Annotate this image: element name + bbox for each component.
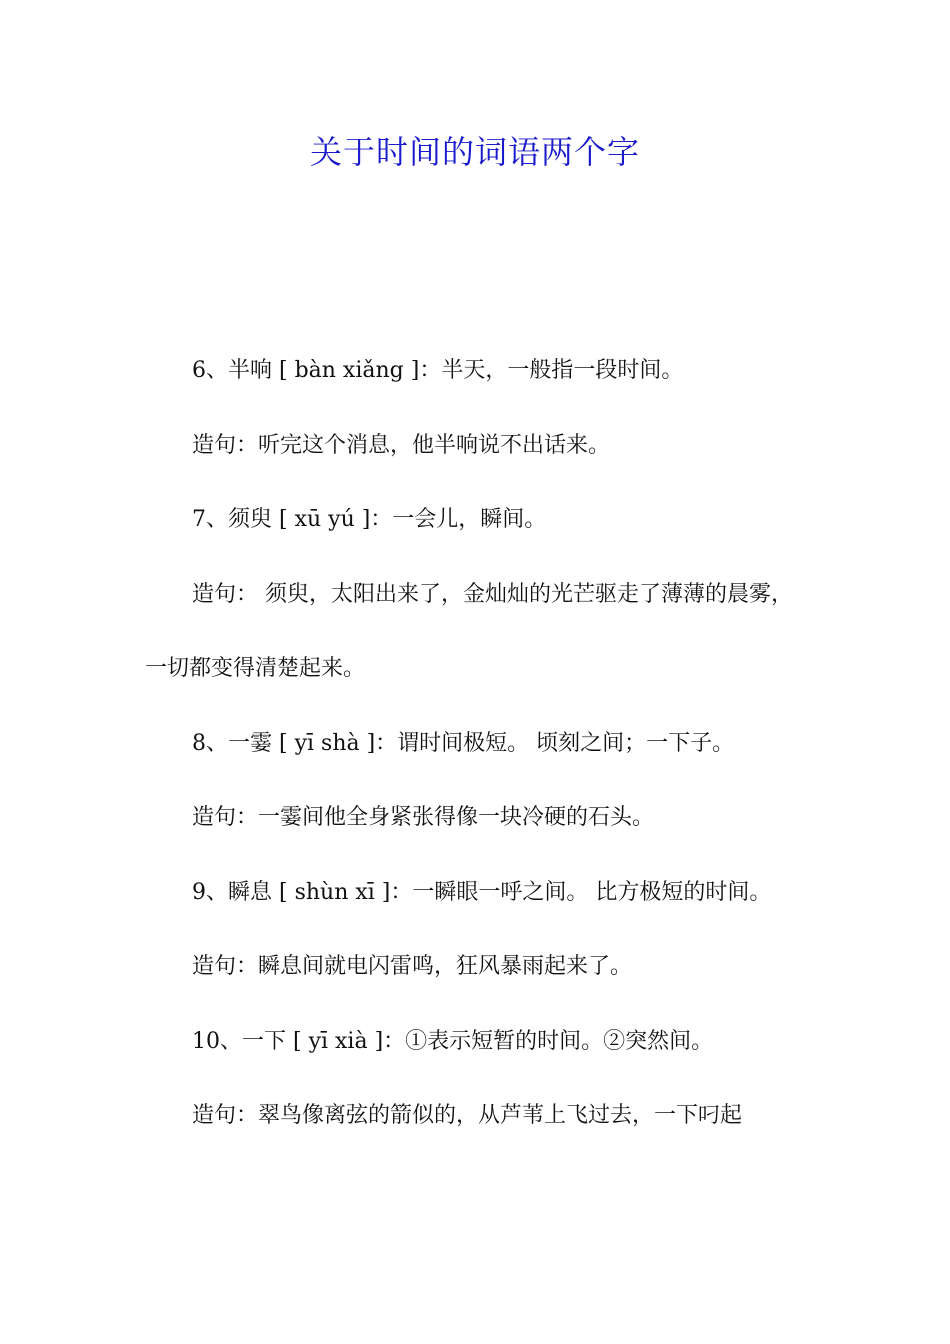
paragraph-example-10: 造句：翠鸟像离弦的箭似的，从芦苇上飞过去，一下叼起: [192, 1103, 743, 1128]
paragraph-term-8: 8、一霎 [ yī shà ]：谓时间极短。 顷刻之间；一下子。: [192, 730, 735, 756]
paragraph-example-8: 造句：一霎间他全身紧张得像一块冷硬的石头。: [192, 805, 655, 830]
paragraph-example-9: 造句：瞬息间就电闪雷鸣，狂风暴雨起来了。: [192, 954, 633, 979]
paragraph-example-7: 造句： 须臾，太阳出来了，金灿灿的光芒驱走了薄薄的晨雾，一切都变得清楚起来。: [145, 581, 793, 681]
paragraph-term-10: 10、一下 [ yī xià ]：①表示短暂的时间。②突然间。: [192, 1028, 714, 1054]
paragraph-term-7: 7、须臾 [ xū yú ]：一会儿，瞬间。: [192, 507, 547, 532]
paragraph-term-6: 6、半响 [ bàn xiǎng ]：半天，一般指一段时间。: [192, 358, 684, 383]
paragraph-example-6: 造句：听完这个消息，他半响说不出话来。: [192, 432, 611, 458]
page-title: 关于时间的词语两个字: [309, 133, 640, 171]
document-body: [145, 334, 810, 1154]
paragraph-term-9: 9、瞬息 [ shùn xī ]：一瞬眼一呼之间。 比方极短的时间。: [192, 879, 772, 905]
